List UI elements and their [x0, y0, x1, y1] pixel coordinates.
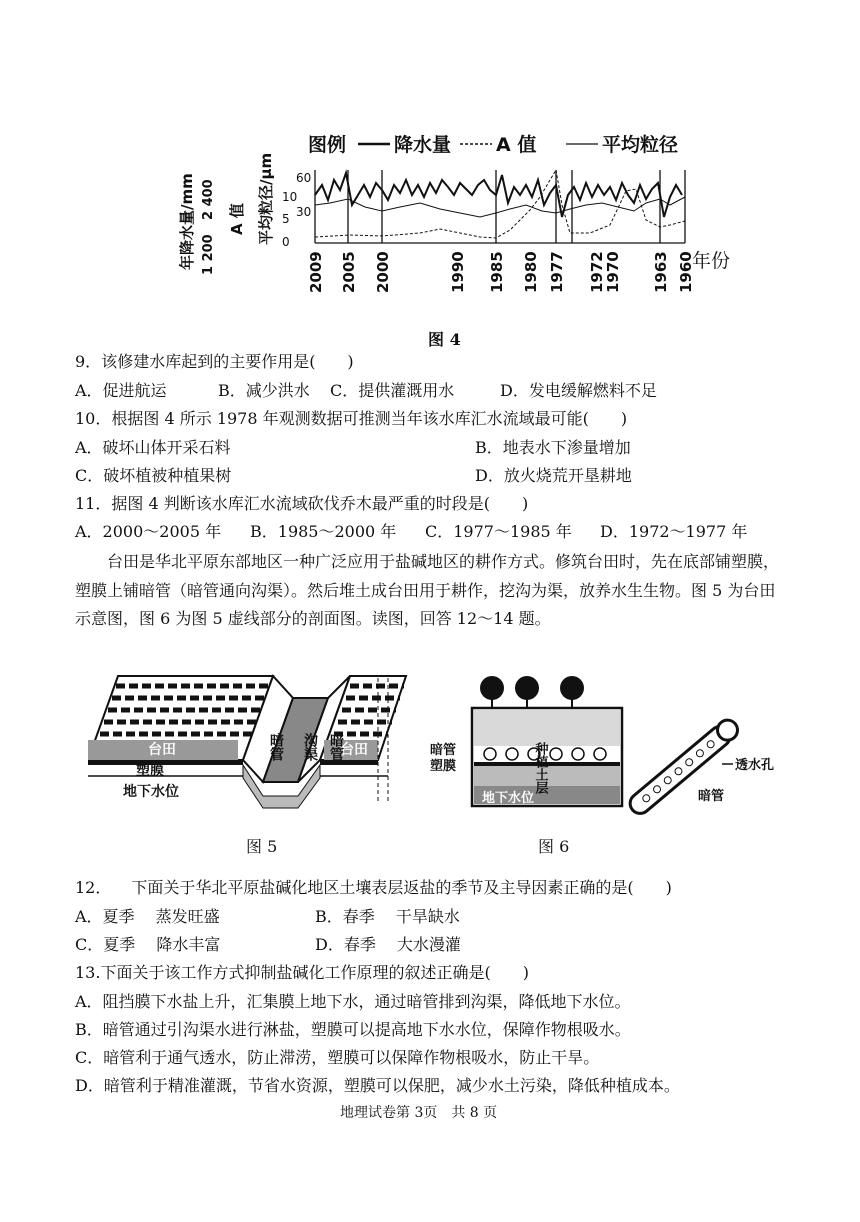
- label-soil-layer: 种植土层: [532, 742, 548, 794]
- q9-option-b: B．减少洪水: [218, 381, 310, 400]
- q12-option-d: D．春季 大水漫灌: [315, 935, 461, 954]
- x-tick-1963: 1963: [652, 251, 670, 293]
- tick-5: 5: [282, 212, 290, 226]
- label-film: 塑膜: [136, 763, 164, 779]
- q12-stem: 12． 下面关于华北平原盐碱化地区土壤表层返盐的季节及主导因素正确的是( ): [75, 878, 672, 897]
- tick-0: 0: [282, 235, 290, 249]
- q9-option-c: C．提供灌溉用水: [330, 381, 455, 400]
- axis-left-tick-2: 2 400: [201, 179, 216, 220]
- q12-option-b: B．春季 干旱缺水: [315, 907, 460, 926]
- q9-stem: 9．该修建水库起到的主要作用是( ): [75, 352, 354, 371]
- x-tick-2009: 2009: [307, 251, 325, 293]
- figure-6-caption: 图 6: [538, 837, 570, 856]
- x-tick-labels: [307, 251, 695, 293]
- x-tick-1980: 1980: [522, 251, 540, 293]
- x-tick-1977: 1977: [548, 251, 566, 293]
- q13-option-c: C．暗管利于通气透水，防止滞涝，塑膜可以保障作物根吸水，防止干旱。: [75, 1048, 600, 1067]
- label-pipe: 暗管: [430, 743, 457, 758]
- film-layer-left: [88, 760, 243, 765]
- q11-option-d: D．1972～1977 年: [600, 522, 748, 541]
- x-tick-1972: 1972: [588, 251, 606, 293]
- q11-option-c: C．1977～1985 年: [425, 522, 572, 541]
- q12-option-a: A．夏季 蒸发旺盛: [75, 907, 220, 926]
- legend-title: 图例: [308, 134, 347, 156]
- label-channel: 沟渠: [302, 733, 318, 761]
- passage: 台田是华北平原东部地区一种广泛应用于盐碱地区的耕作方式。修筑台田时，先在底部铺塑膜，塑膜上铺暗管（暗管通向沟渠）。然后堆土成台田用于耕作，挖沟为渠，放养水生生物。图 5 为台田示意图，图 6 为图 5 虚线部分的剖面图。读图，回答 12～14 题。: [75, 552, 780, 628]
- label-platform-right: 台田: [340, 742, 368, 758]
- page-footer: 地理试卷第 3页 共 8 页: [340, 1105, 498, 1121]
- x-tick-2000: 2000: [374, 251, 392, 293]
- q10-option-b: B．地表水下渗量增加: [475, 438, 631, 457]
- label-water-table: 地下水位: [123, 784, 179, 800]
- label-hole: 透水孔: [735, 758, 775, 773]
- q12-option-c: C．夏季 降水丰富: [75, 935, 221, 954]
- figure-4-chart: [170, 125, 730, 325]
- label-film: 塑膜: [430, 759, 457, 774]
- q11-stem: 11．据图 4 判断该水库汇水流域砍伐乔木最严重的时段是( ): [75, 494, 529, 513]
- label-pipe-right: 暗管: [328, 733, 344, 761]
- platform-left: [88, 676, 273, 760]
- q10-option-a: A．破坏山体开采石料: [75, 438, 231, 457]
- q13-stem: 13.下面关于该工作方式抑制盐碱化工作原理的叙述正确是( ): [75, 963, 529, 982]
- figure-6: [430, 670, 790, 815]
- perforated-pipe: [626, 716, 742, 815]
- axis-left-label: 年降水量/mm: [178, 173, 196, 270]
- x-tick-1960: 1960: [677, 251, 695, 293]
- x-tick-1985: 1985: [488, 251, 506, 293]
- q13-option-d: D．暗管利于精准灌溉，节省水资源，塑膜可以保肥，减少水土污染，降低种植成本。: [75, 1076, 680, 1095]
- q11-option-a: A．2000～2005 年: [75, 522, 222, 541]
- x-tick-2005: 2005: [340, 251, 358, 293]
- label-pipe-left: 暗管: [268, 733, 284, 761]
- q10-stem: 10．根据图 4 所示 1978 年观测数据可推测当年该水库汇水流域最可能( ): [75, 409, 628, 428]
- x-tick-1970: 1970: [604, 251, 622, 293]
- year-grid: [348, 170, 685, 243]
- tick-60: 60: [296, 171, 312, 185]
- q13-option-b: B．暗管通过引沟渠水进行淋盐，塑膜可以提高地下水水位，保障作物根吸水。: [75, 1020, 631, 1039]
- label-pipe-2: 暗管: [698, 789, 725, 804]
- legend-label-grain: 平均粒径: [602, 134, 679, 156]
- q13-option-a: A．阻挡膜下水盐上升，汇集膜上地下水，通过暗管排到沟渠，降低地下水位。: [75, 992, 631, 1011]
- q9-option-d: D．发电缓解燃料不足: [500, 381, 657, 400]
- q9-option-a: A．促进航运: [75, 381, 167, 400]
- x-tick-1990: 1990: [449, 251, 467, 293]
- label-platform-left: 台田: [148, 742, 176, 758]
- axis-mid-label: A 值: [228, 203, 246, 235]
- soil-layer-top: [474, 710, 620, 746]
- series-grain-size: [315, 197, 685, 217]
- figure-5-caption: 图 5: [246, 837, 278, 856]
- x-unit: 年份: [692, 250, 730, 272]
- label-water-table: 地下水位: [482, 791, 535, 806]
- axis-left-tick-1: 1 200: [201, 234, 216, 275]
- q11-option-b: B．1985～2000 年: [250, 522, 397, 541]
- figure-4: [170, 125, 730, 325]
- axis-right-label: 平均粒径/μm: [257, 152, 275, 245]
- figure-5-diagram: [88, 668, 428, 813]
- figure-4-caption: 图 4: [428, 330, 461, 349]
- q10-option-d: D．放火烧荒开垦耕地: [475, 466, 632, 485]
- tick-10: 10: [282, 190, 298, 204]
- figure-5: [88, 668, 428, 813]
- q10-option-c: C．破坏植被种植果树: [75, 466, 232, 485]
- series-precip: [315, 173, 682, 217]
- tick-30: 30: [296, 205, 312, 219]
- legend-label-a: A 值: [496, 134, 537, 156]
- legend-label-precip: 降水量: [394, 134, 452, 156]
- figure-6-diagram: [430, 670, 790, 815]
